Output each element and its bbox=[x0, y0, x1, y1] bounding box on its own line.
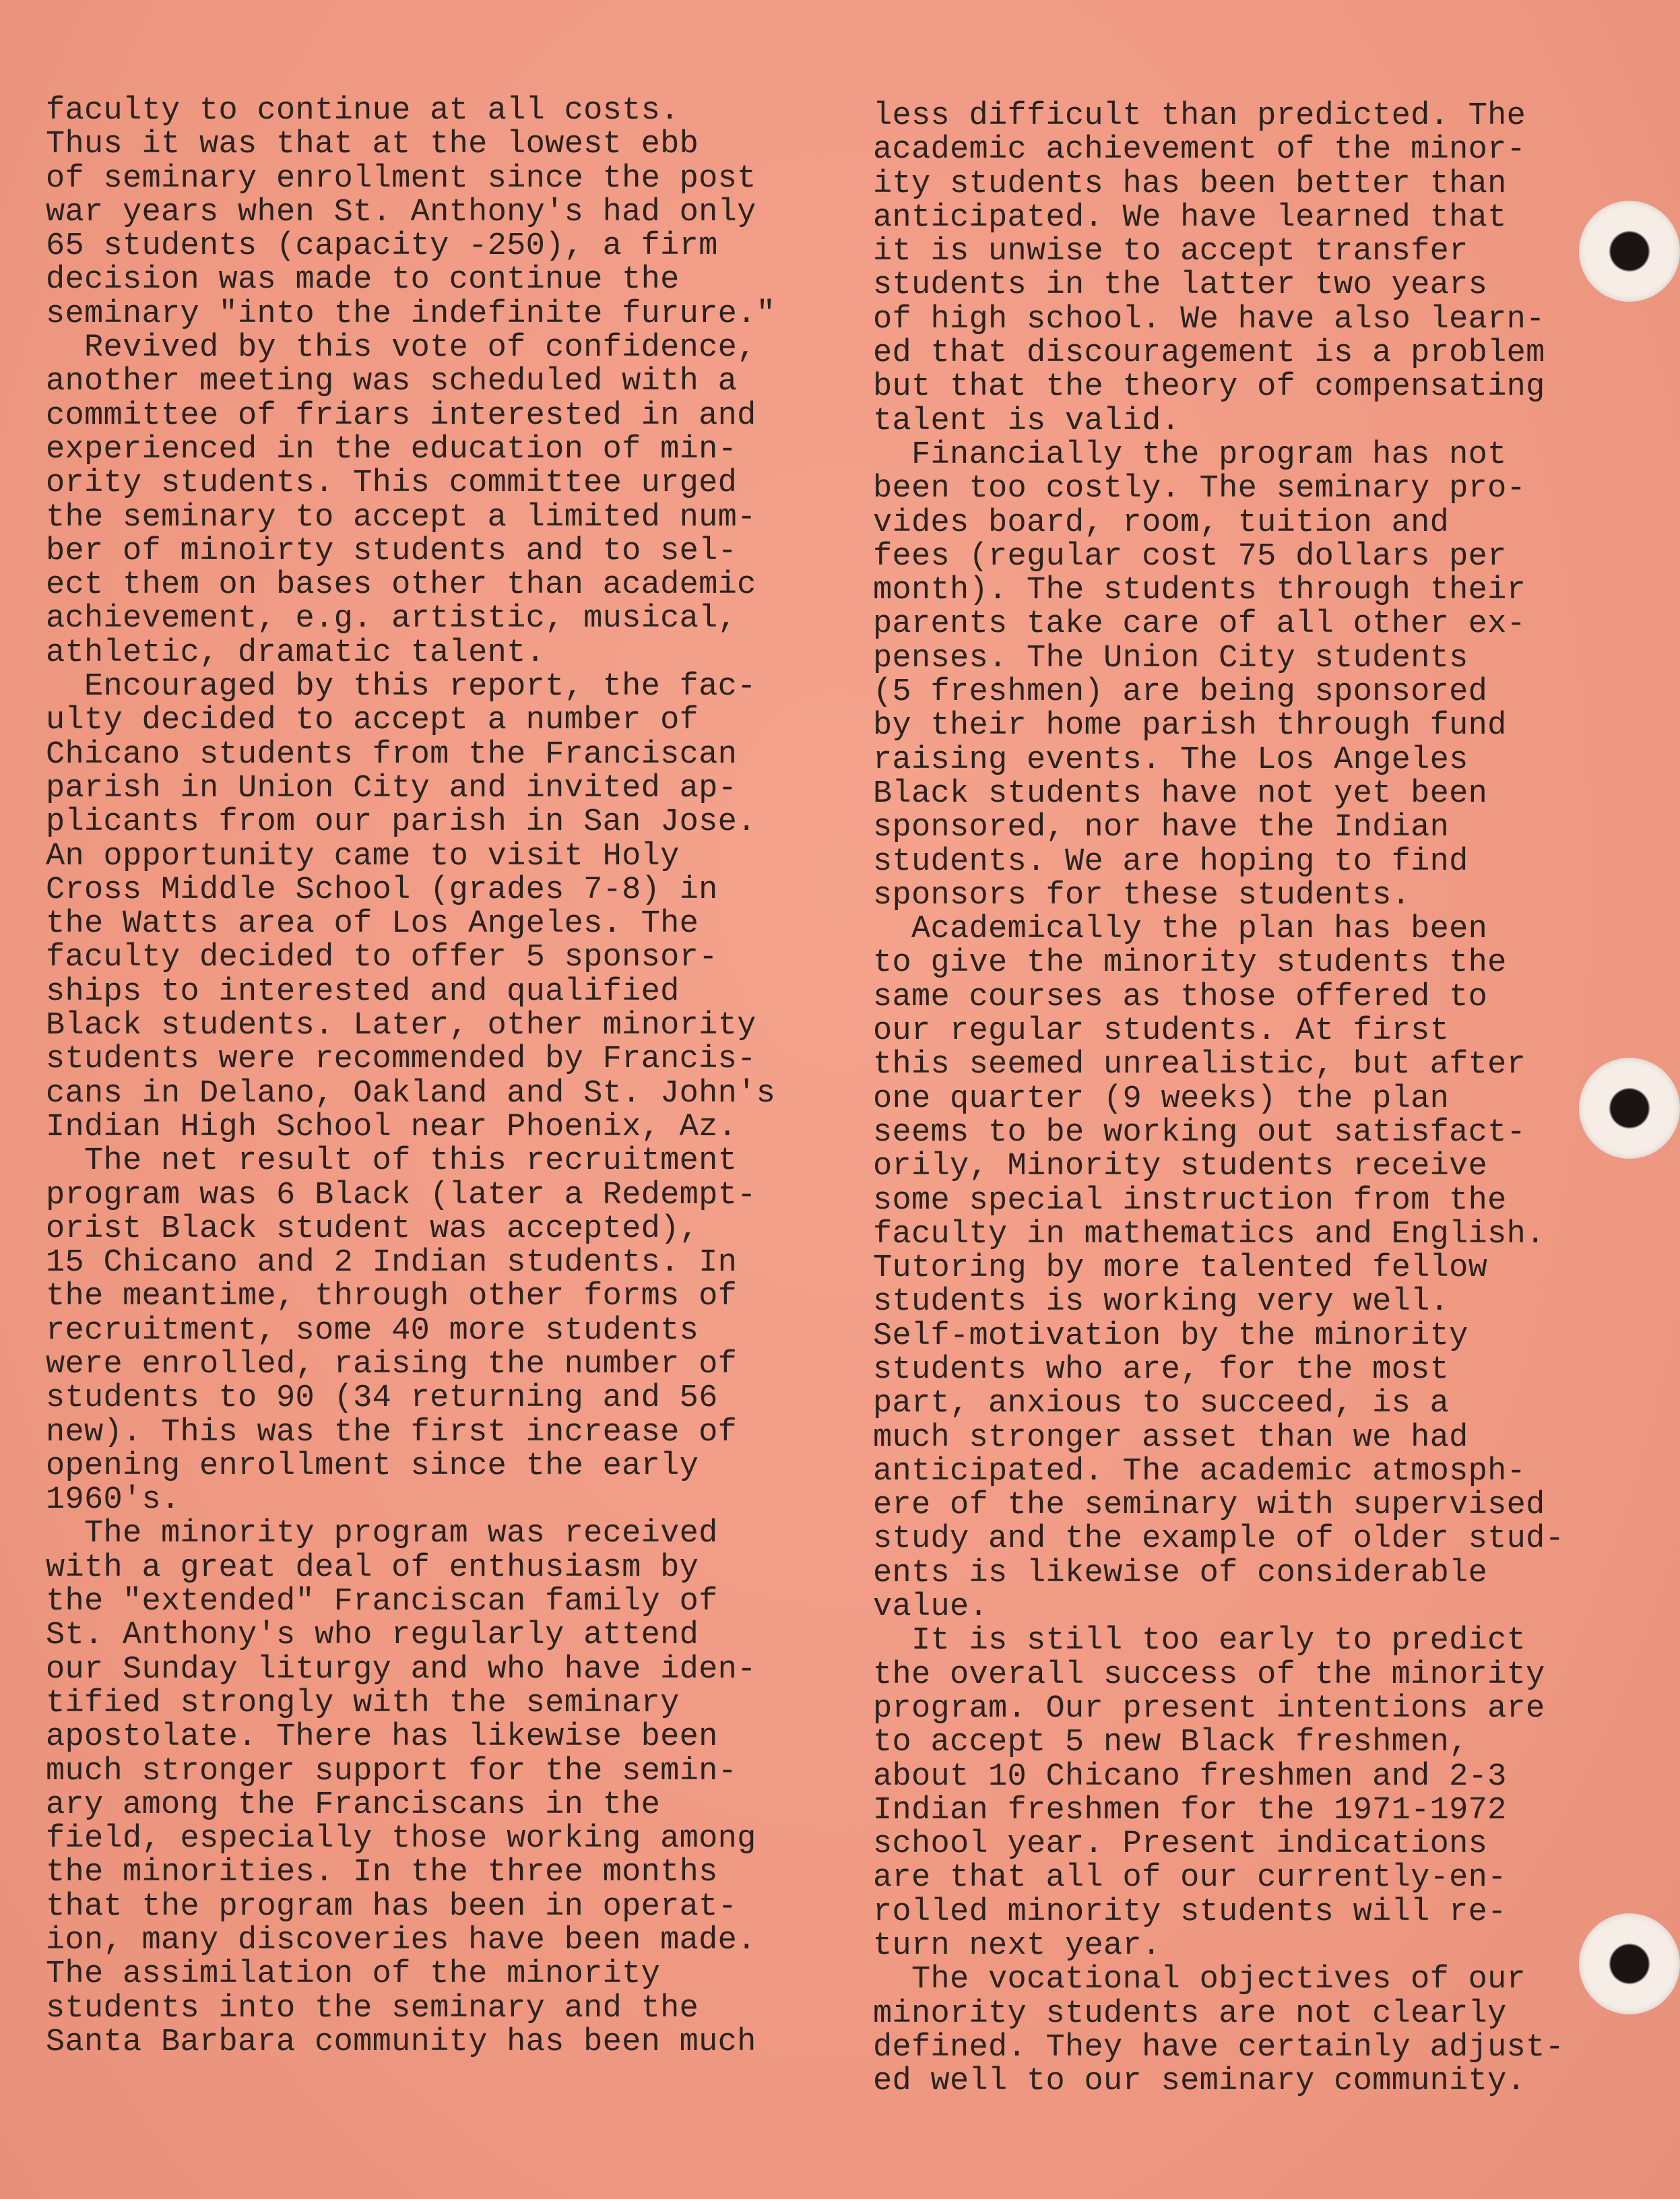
text-line: Chicano students from the Franciscan bbox=[46, 736, 738, 773]
text-line: students in the latter two years bbox=[873, 267, 1488, 304]
text-line: study and the example of older stud- bbox=[873, 1521, 1565, 1558]
text-line: ere of the seminary with supervised bbox=[873, 1488, 1545, 1524]
text-line: 1960's. bbox=[46, 1482, 181, 1519]
punch-hole-bottom bbox=[1579, 1913, 1680, 2014]
text-line: faculty to continue at all costs. bbox=[46, 93, 680, 129]
text-line: ity students has been better than bbox=[873, 166, 1507, 202]
text-line: An opportunity came to visit Holy bbox=[46, 838, 680, 874]
text-line: rolled minority students will re- bbox=[873, 1894, 1507, 1930]
text-line: of high school. We have also learn- bbox=[873, 301, 1545, 338]
text-line: Financially the program has not bbox=[873, 437, 1507, 473]
text-line: the "extended" Franciscan family of bbox=[46, 1584, 718, 1620]
text-line: the meantime, through other forms of bbox=[46, 1279, 738, 1315]
text-line: been too costly. The seminary pro- bbox=[873, 471, 1526, 507]
text-line: the Watts area of Los Angeles. The bbox=[46, 906, 699, 943]
text-line: Santa Barbara community has been much bbox=[46, 2024, 756, 2060]
text-line: ary among the Franciscans in the bbox=[46, 1787, 661, 1823]
text-line: Cross Middle School (grades 7-8) in bbox=[46, 872, 718, 908]
text-line: St. Anthony's who regularly attend bbox=[46, 1618, 699, 1654]
text-line: about 10 Chicano freshmen and 2-3 bbox=[873, 1758, 1507, 1795]
text-line: are that all of our currently-en- bbox=[873, 1860, 1507, 1897]
text-line: program. Our present intentions are bbox=[873, 1690, 1545, 1727]
text-line: seems to be working out satisfact- bbox=[873, 1114, 1526, 1151]
text-line: vides board, room, tuition and bbox=[873, 505, 1450, 541]
text-line: fees (regular cost 75 dollars per bbox=[873, 538, 1507, 575]
text-line: some special instruction from the bbox=[873, 1182, 1507, 1219]
text-line: our Sunday liturgy and who have iden- bbox=[46, 1651, 756, 1688]
text-line: ion, many discoveries have been made. bbox=[46, 1923, 756, 1959]
text-line: one quarter (9 weeks) the plan bbox=[873, 1081, 1450, 1117]
text-line: ents is likewise of considerable bbox=[873, 1555, 1488, 1591]
text-line: Indian freshmen for the 1971-1972 bbox=[873, 1792, 1507, 1828]
text-line: students who are, for the most bbox=[873, 1351, 1450, 1388]
text-line: experienced in the education of min- bbox=[46, 431, 738, 468]
text-line: Black students have not yet been bbox=[873, 775, 1488, 812]
text-line: anticipated. The academic atmosph- bbox=[873, 1453, 1526, 1490]
text-line: Self-motivation by the minority bbox=[873, 1318, 1468, 1354]
text-line: The assimilation of the minority bbox=[46, 1956, 661, 1993]
text-line: students. We are hoping to find bbox=[873, 843, 1468, 880]
text-line: recruitment, some 40 more students bbox=[46, 1312, 699, 1349]
text-line: students were recommended by Francis- bbox=[46, 1042, 756, 1078]
text-line: achievement, e.g. artistic, musical, bbox=[46, 601, 738, 637]
text-line: parents take care of all other ex- bbox=[873, 606, 1526, 643]
text-line: were enrolled, raising the number of bbox=[46, 1346, 738, 1382]
text-line: field, especially those working among bbox=[46, 1821, 756, 1857]
text-line: parish in Union City and invited ap- bbox=[46, 770, 738, 806]
text-line: sponsored, nor have the Indian bbox=[873, 810, 1450, 846]
text-line: sponsors for these students. bbox=[873, 877, 1411, 914]
text-line: raising events. The Los Angeles bbox=[873, 742, 1468, 778]
text-line: value. bbox=[873, 1589, 989, 1626]
text-line: another meeting was scheduled with a bbox=[46, 364, 738, 400]
text-line: ority students. This committee urged bbox=[46, 466, 738, 502]
text-line: much stronger asset than we had bbox=[873, 1420, 1468, 1456]
text-line: the seminary to accept a limited num- bbox=[46, 499, 756, 536]
text-line: anticipated. We have learned that bbox=[873, 199, 1507, 236]
text-line: seminary "into the indefinite furure." bbox=[46, 296, 776, 332]
text-line: new). This was the first increase of bbox=[46, 1414, 738, 1451]
text-line: (5 freshmen) are being sponsored bbox=[873, 674, 1488, 711]
text-line: ulty decided to accept a number of bbox=[46, 703, 699, 739]
text-line: committee of friars interested in and bbox=[46, 397, 756, 434]
text-line: Thus it was that at the lowest ebb bbox=[46, 127, 699, 163]
text-line: Encouraged by this report, the fac- bbox=[46, 669, 756, 705]
text-line: The net result of this recruitment bbox=[46, 1143, 738, 1180]
text-line: to accept 5 new Black freshmen, bbox=[873, 1725, 1468, 1761]
text-line: tified strongly with the seminary bbox=[46, 1685, 680, 1721]
punch-hole-top bbox=[1579, 201, 1680, 302]
left-text-column bbox=[46, 94, 841, 2060]
text-line: apostolate. There has likewise been bbox=[46, 1719, 718, 1756]
text-line: 15 Chicano and 2 Indian students. In bbox=[46, 1245, 738, 1281]
text-line: Revived by this vote of confidence, bbox=[46, 330, 756, 366]
text-line: to give the minority students the bbox=[873, 945, 1507, 982]
text-line: Black students. Later, other minority bbox=[46, 1008, 756, 1044]
text-line: academic achievement of the minor- bbox=[873, 132, 1526, 168]
text-line: of seminary enrollment since the post bbox=[46, 160, 756, 197]
text-line: opening enrollment since the early bbox=[46, 1448, 699, 1484]
text-line: much stronger support for the semin- bbox=[46, 1753, 738, 1789]
text-line: this seemed unrealistic, but after bbox=[873, 1047, 1526, 1083]
text-line: minority students are not clearly bbox=[873, 1996, 1507, 2032]
text-line: Academically the plan has been bbox=[873, 912, 1488, 948]
text-line: students is working very well. bbox=[873, 1284, 1450, 1320]
text-line: decision was made to continue the bbox=[46, 262, 680, 298]
text-line: plicants from our parish in San Jose. bbox=[46, 804, 756, 841]
text-line: the minorities. In the three months bbox=[46, 1855, 718, 1891]
text-line: talent is valid. bbox=[873, 403, 1181, 439]
right-text-column bbox=[873, 100, 1614, 2099]
text-line: faculty in mathematics and English. bbox=[873, 1216, 1545, 1252]
text-line: defined. They have certainly adjust- bbox=[873, 2029, 1565, 2066]
text-line: it is unwise to accept transfer bbox=[873, 234, 1468, 270]
text-line: same courses as those offered to bbox=[873, 979, 1488, 1015]
text-line: ed well to our seminary community. bbox=[873, 2064, 1526, 2100]
text-line: orist Black student was accepted), bbox=[46, 1211, 699, 1247]
text-line: cans in Delano, Oakland and St. John's bbox=[46, 1075, 776, 1112]
text-line: turn next year. bbox=[873, 1928, 1161, 1965]
text-line: the overall success of the minority bbox=[873, 1657, 1545, 1693]
text-line: with a great deal of enthusiasm by bbox=[46, 1550, 699, 1586]
text-line: The minority program was received bbox=[46, 1516, 718, 1552]
text-line: part, anxious to succeed, is a bbox=[873, 1386, 1450, 1422]
text-line: ships to interested and qualified bbox=[46, 974, 680, 1010]
text-line: by their home parish through fund bbox=[873, 708, 1507, 744]
text-line: war years when St. Anthony's had only bbox=[46, 194, 756, 230]
text-line: penses. The Union City students bbox=[873, 640, 1468, 676]
text-line: school year. Present indications bbox=[873, 1826, 1488, 1863]
text-line: that the program has been in operat- bbox=[46, 1888, 738, 1925]
text-line: It is still too early to predict bbox=[873, 1623, 1526, 1659]
text-line: month). The students through their bbox=[873, 573, 1526, 609]
text-line: The vocational objectives of our bbox=[873, 1962, 1526, 1998]
text-line: program was 6 Black (later a Redempt- bbox=[46, 1177, 756, 1213]
punch-hole-middle bbox=[1579, 1058, 1680, 1159]
text-line: orily, Minority students receive bbox=[873, 1149, 1488, 1185]
text-line: Tutoring by more talented fellow bbox=[873, 1250, 1488, 1287]
text-line: athletic, dramatic talent. bbox=[46, 635, 546, 671]
text-line: students to 90 (34 returning and 56 bbox=[46, 1380, 718, 1417]
text-line: less difficult than predicted. The bbox=[873, 98, 1526, 134]
text-line: faculty decided to offer 5 sponsor- bbox=[46, 940, 718, 976]
text-line: but that the theory of compensating bbox=[873, 369, 1545, 406]
text-line: ed that discouragement is a problem bbox=[873, 336, 1545, 372]
text-line: 65 students (capacity -250), a firm bbox=[46, 228, 718, 265]
text-line: our regular students. At first bbox=[873, 1013, 1450, 1050]
text-line: students into the seminary and the bbox=[46, 1990, 699, 2027]
text-line: ber of minoirty students and to sel- bbox=[46, 533, 738, 569]
text-line: Indian High School near Phoenix, Az. bbox=[46, 1109, 738, 1145]
text-line: ect them on bases other than academic bbox=[46, 567, 756, 604]
